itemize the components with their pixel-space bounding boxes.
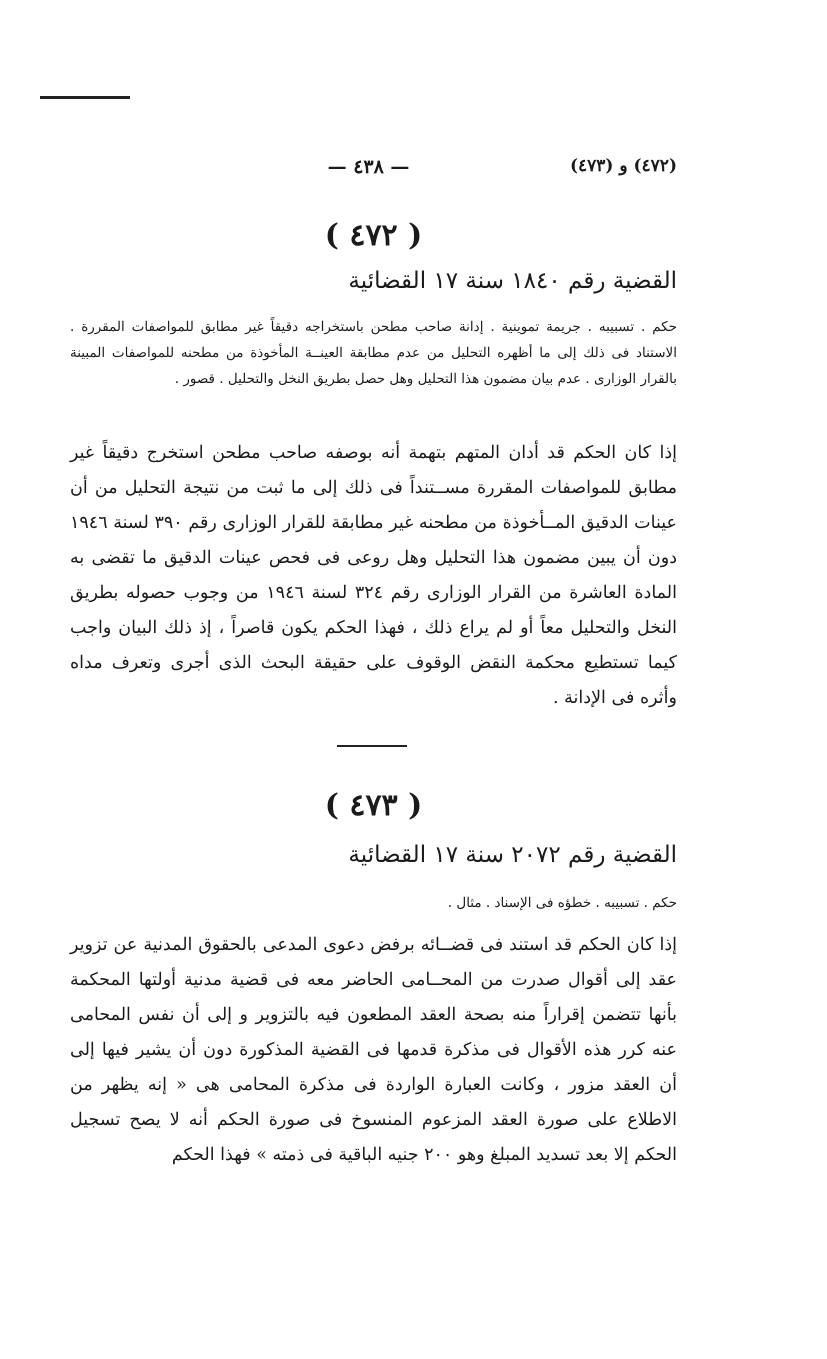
- case-473-number: ( ٤٧٣ ): [324, 788, 423, 823]
- case-473-summary: حكم . تسبيبه . خطؤه فى الإسناد . مثال .: [447, 895, 677, 911]
- case-473-body: إذا كان الحكم قد استند فى قضــائه برفض دعوى المدعى بالحقوق المدنية عن تزوير عقد إلى أقوال صدرت من المحــامى الحاضر معه فى قضية مدنية أولتها المحكمة بأنها تتضمن إقراراً منه بصحة العقد المطعون فيه بالتزوير و إلى أن نفس المحامى عنه كرر هذه الأقوال فى مذكرة قدمها فى القضية المذكورة دون أن يشير فيها إلى أن العقد مزور ، وكانت العبارة الواردة فى مذكرة المحامى هى « إنه يظهر من الاطلاع على صورة العقد المزعوم المنسوخ فى صورة الحكم أنه لا يصح تسجيل الحكم إلا بعد تسديد المبلغ وهو ٢٠٠ جنيه الباقية فى ذمته » فهذا الحكم: [70, 935, 677, 1165]
- corner-rule: [40, 96, 130, 99]
- case-473-reference: القضية رقم ٢٠٧٢ سنة ١٧ القضائية: [348, 842, 677, 868]
- running-header: [60, 156, 677, 186]
- page-number: — ٤٣٨ —: [327, 156, 410, 178]
- case-472-summary: حكم . تسبيبه . جريمة تموينية . إدانة صاحب مطحن باستخراجه دقيقاً غير مطابق للمواصفات المقررة . الاستناد فى ذلك إلى ما أظهره التحليل من عدم مطابقة العينــة المأخوذة من مطحنه للمواصفات المبينة بالقرار الوزارى . عدم بيان مضمون هذا التحليل وهل حصل بطريق النخل والتحليل . قصور .: [70, 319, 677, 387]
- case-472-body: إذا كان الحكم قد أدان المتهم بتهمة أنه بوصفه صاحب مطحن استخرج دقيقاً غير مطابق للمواصفات المقررة مســتنداً فى ذلك إلى ما ثبت من نتيجة التحليل من أن عينات الدقيق المــأخوذة من مطحنه غير مطابقة للقرار الوزارى رقم ٣٩٠ لسنة ١٩٤٦ دون أن يبين مضمون هذا التحليل وهل روعى فى فحص عينات الدقيق ما تقضى به المادة العاشرة من القرار الوزارى رقم ٣٢٤ لسنة ١٩٤٦ من وجوب حصوله بطريق النخل والتحليل معاً أو لم يراع ذلك ، فهذا الحكم يكون قاصراً ، إذ ذلك البيان واجب كيما تستطيع محكمة النقض الوقوف على حقيقة البحث الذى أجرى وتعرف مداه وأثره فى الإدانة .: [70, 443, 677, 708]
- section-divider: [337, 745, 407, 747]
- header-case-numbers: (٤٧٢) و (٤٧٣): [569, 156, 677, 176]
- case-472-reference: القضية رقم ١٨٤٠ سنة ١٧ القضائية: [348, 268, 677, 294]
- case-472-number: ( ٤٧٢ ): [324, 218, 423, 253]
